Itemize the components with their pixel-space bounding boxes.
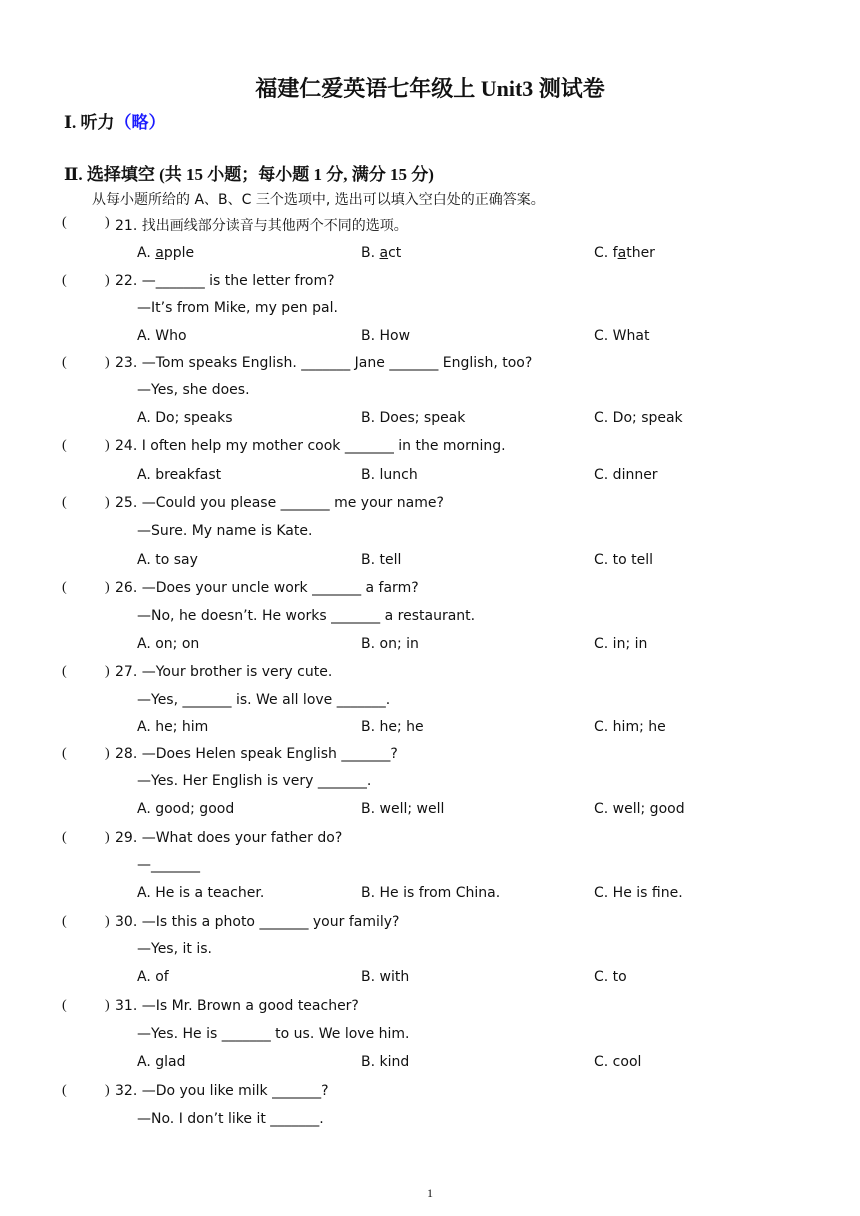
question-stem: 30. —Is this a photo _______ your family? [115,914,400,930]
answer-option[interactable]: A. breakfast [137,467,222,483]
answer-option[interactable]: B. kind [361,1054,410,1070]
question-line: —Yes, she does. [137,382,250,398]
answer-option[interactable]: A. glad [137,1054,186,1070]
answer-paren-close: ) [105,1083,110,1098]
question-stem: 29. —What does your father do? [115,830,343,846]
answer-paren-open: ( [62,746,67,761]
page-number: 1 [427,1186,433,1200]
answer-paren-open: ( [62,438,67,453]
answer-paren-close: ) [105,830,110,845]
answer-paren-close: ) [105,914,110,929]
answer-option[interactable]: B. on; in [361,636,419,652]
answer-option[interactable]: B. with [361,969,410,985]
answer-option[interactable]: C. in; in [594,636,648,652]
answer-paren-open: ( [62,664,67,679]
answer-paren-close: ) [105,355,110,370]
answer-option[interactable]: B. lunch [361,467,418,483]
answer-option[interactable]: B. he; he [361,719,424,735]
underlined-letter: a [155,245,164,261]
answer-option[interactable]: A. Who [137,328,187,344]
answer-option[interactable]: A. good; good [137,801,235,817]
answer-option[interactable]: C. to [594,969,627,985]
underlined-letter: a [617,245,627,261]
answer-paren-open: ( [62,914,67,929]
answer-option[interactable]: A. of [137,969,169,985]
question-line: —Sure. My name is Kate. [137,523,313,539]
answer-option[interactable]: C. What [594,328,650,344]
answer-paren-open: ( [62,580,67,595]
answer-paren-open: ( [62,1083,67,1098]
answer-option[interactable]: C. Do; speak [594,410,683,426]
answer-paren-open: ( [62,495,67,510]
answer-option[interactable]: C. him; he [594,719,666,735]
question-stem: 27. —Your brother is very cute. [115,664,333,680]
answer-option[interactable]: A. Do; speaks [137,410,233,426]
section-1-label: Ⅰ. 听力 [64,113,115,132]
option-prefix: C. f [594,245,618,261]
question-stem: 25. —Could you please _______ me your name? [115,495,444,511]
answer-paren-open: ( [62,273,67,288]
option-prefix: A. [137,245,156,261]
answer-option[interactable]: C. He is fine. [594,885,683,901]
answer-paren-close: ) [105,580,110,595]
option-suffix: ct [388,245,402,261]
answer-paren-close: ) [105,438,110,453]
answer-paren-close: ) [105,215,110,230]
answer-option[interactable]: A. to say [137,552,198,568]
question-line: —No. I don’t like it _______. [137,1111,324,1127]
question-line: —_______ [137,857,200,873]
answer-option[interactable]: A. on; on [137,636,200,652]
answer-paren-close: ) [105,664,110,679]
section-2-instruction: 从每小题所给的 A、B、C 三个选项中, 选出可以填入空白处的正确答案。 [92,192,545,208]
answer-option[interactable]: C. cool [594,1054,642,1070]
question-stem: 24. I often help my mother cook _______ in the morning. [115,438,506,454]
answer-option[interactable]: B. How [361,328,411,344]
answer-option[interactable] [594,245,655,261]
question-line: —No, he doesn’t. He works _______ a restaurant. [137,608,476,624]
answer-paren-close: ) [105,273,110,288]
section-2-heading: Ⅱ. 选择填空 (共 15 小题；每小题 1 分, 满分 15 分) [64,165,434,184]
answer-option[interactable]: A. he; him [137,719,209,735]
answer-option[interactable]: B. Does; speak [361,410,466,426]
answer-option[interactable]: B. tell [361,552,402,568]
answer-option[interactable] [137,245,194,261]
answer-option[interactable]: C. well; good [594,801,685,817]
underlined-letter: a [379,245,389,261]
answer-paren-close: ) [105,495,110,510]
question-line: —Yes, _______ is. We all love _______. [137,692,391,708]
question-stem: 22. —_______ is the letter from? [115,273,335,289]
option-suffix: ther [626,245,655,261]
answer-option[interactable]: C. to tell [594,552,654,568]
answer-option[interactable]: A. He is a teacher. [137,885,265,901]
question-stem: 21. 找出画线部分读音与其他两个不同的选项。 [115,218,408,234]
answer-paren-close: ) [105,746,110,761]
question-stem: 23. —Tom speaks English. _______ Jane _______ English, too? [115,355,533,371]
question-line: —Yes, it is. [137,941,212,957]
answer-option[interactable]: B. well; well [361,801,445,817]
answer-paren-open: ( [62,355,67,370]
answer-option[interactable] [361,245,401,261]
section-1-heading [64,108,165,133]
question-line: —Yes. Her English is very _______. [137,773,372,789]
answer-paren-close: ) [105,998,110,1013]
answer-option[interactable]: C. dinner [594,467,658,483]
answer-paren-open: ( [62,215,67,230]
question-stem: 32. —Do you like milk _______? [115,1083,329,1099]
section-1-note: （略） [114,113,166,132]
page-title: 福建仁爱英语七年级上 Unit3 测试卷 [255,76,605,101]
answer-paren-open: ( [62,830,67,845]
question-line: —Yes. He is _______ to us. We love him. [137,1026,410,1042]
answer-option[interactable]: B. He is from China. [361,885,501,901]
answer-paren-open: ( [62,998,67,1013]
question-line: —It’s from Mike, my pen pal. [137,300,338,316]
question-stem: 28. —Does Helen speak English _______? [115,746,398,762]
option-suffix: pple [163,245,195,261]
question-stem: 26. —Does your uncle work _______ a farm? [115,580,419,596]
option-prefix: B. [361,245,380,261]
question-stem: 31. —Is Mr. Brown a good teacher? [115,998,359,1014]
